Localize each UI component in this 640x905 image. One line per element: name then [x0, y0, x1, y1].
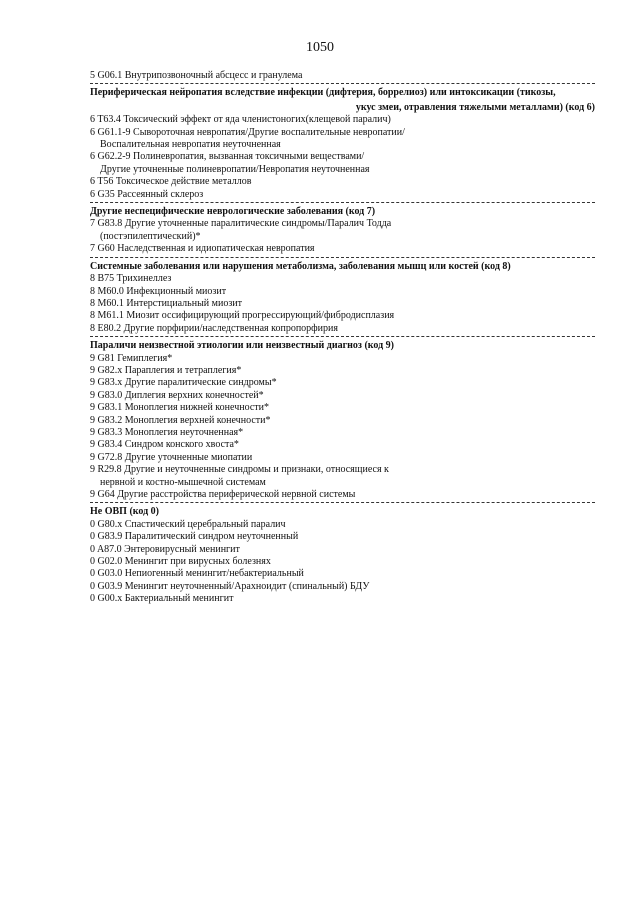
section-heading-code-6-cont: укус змеи, отравления тяжелыми металлами) (код 6) [355, 101, 595, 113]
entry-line-cont: Воспалительная невропатия неуточненная [100, 139, 281, 151]
dashed-separator [90, 83, 595, 84]
entry-line: 9 G83.1 Моноплегия нижней конечности* [90, 402, 269, 414]
section-heading-code-8: Системные заболевания или нарушения метаболизма, заболевания мышц или костей (код 8) [90, 260, 511, 272]
section-heading-code-7: Другие неспецифические неврологические заболевания (код 7) [90, 206, 376, 218]
entry-line: 8 M60.0 Инфекционный миозит [90, 285, 227, 297]
entry-line: 6 T63.4 Токсический эффект от яда членистоногих(клещевой паралич) [90, 114, 391, 126]
entry-line: 8 B75 Трихинеллез [90, 273, 172, 285]
entry-line-cont: нервной и костно-мышечной системам [100, 476, 266, 488]
entry-line: 7 G60 Наследственная и идиопатическая невропатия [90, 243, 315, 255]
entry-line: 8 E80.2 Другие порфирии/наследственная копропорфирия [90, 322, 338, 334]
entry-line: 6 G35 Рассеянный склероз [90, 188, 204, 200]
entry-line: 0 A87.0 Энтеровирусный менингит [90, 543, 240, 555]
section-heading-code-6: Периферическая нейропатия вследствие инфекции (дифтерия, боррелиоз) или интоксикации (тикозы, [90, 87, 556, 99]
entry-line: 9 G82.x Параплегия и тетраплегия* [90, 364, 242, 376]
entry-line: 9 G83.3 Моноплегия неуточненная* [90, 426, 244, 438]
entry-line: 9 G81 Гемиплегия* [90, 352, 173, 364]
entry-line: 9 G64 Другие расстройства периферической нервной системы [90, 489, 356, 500]
entry-line: 9 G83.x Другие паралитические синдромы* [90, 377, 277, 389]
entry-line: 9 R29.8 Другие и неуточненные синдромы и признаки, относящиеся к [90, 464, 389, 476]
entry-line: 8 M61.1 Миозит оссифицирующий прогрессирующий/фибродисплазия [90, 310, 395, 322]
entry-line-cont: Другие уточненные полиневропатии/Невропатия неуточненная [100, 163, 370, 175]
entry-line: 0 G80.x Спастический церебральный паралич [90, 518, 286, 530]
document-body [90, 70, 595, 606]
dashed-separator [90, 502, 595, 503]
entry-line: 0 G02.0 Менингит при вирусных болезнях [90, 556, 271, 568]
section-heading-code-9: Параличи неизвестной этиологии или неизвестный диагноз (код 9) [90, 340, 395, 352]
entry-line: 6 G61.1-9 Сывороточная невропатия/Другие воспалительные невропатии/ [90, 126, 405, 138]
entry-line: 6 G62.2-9 Полиневропатия, вызванная токсичными веществами/ [90, 151, 365, 163]
entry-line-cont: (постэпилептический)* [100, 230, 201, 242]
dashed-separator [90, 336, 595, 337]
entry-line: 7 G83.8 Другие уточненные паралитические синдромы/Паралич Тодда [90, 218, 392, 230]
entry-line: 9 G72.8 Другие уточненные миопатии [90, 451, 253, 463]
entry-line: 0 G83.9 Паралитический синдром неуточненный [90, 531, 299, 543]
section-heading-code-0: Не ОВП (код 0) [90, 506, 160, 518]
entry-line: 9 G83.0 Диплегия верхних конечностей* [90, 389, 264, 401]
dashed-separator [90, 202, 595, 203]
entry-line: 5 G06.1 Внутрипозвоночный абсцесс и гранулема [90, 70, 303, 81]
entry-line: 6 T56 Токсическое действие металлов [90, 176, 252, 188]
entry-line: 9 G83.2 Моноплегия верхней конечности* [90, 414, 271, 426]
entry-line: 9 G83.4 Синдром конского хвоста* [90, 439, 239, 451]
page-number: 1050 [306, 40, 334, 55]
entry-line: 0 G00.x Бактериальный менингит [90, 593, 234, 605]
dashed-separator [90, 257, 595, 258]
entry-line: 8 M60.1 Интерстициальный миозит [90, 297, 242, 309]
entry-line: 0 G03.9 Менингит неуточненный/Арахноидит (спинальный) БДУ [90, 580, 370, 592]
entry-line: 0 G03.0 Непиогенный менингит/небактериальный [90, 568, 304, 580]
